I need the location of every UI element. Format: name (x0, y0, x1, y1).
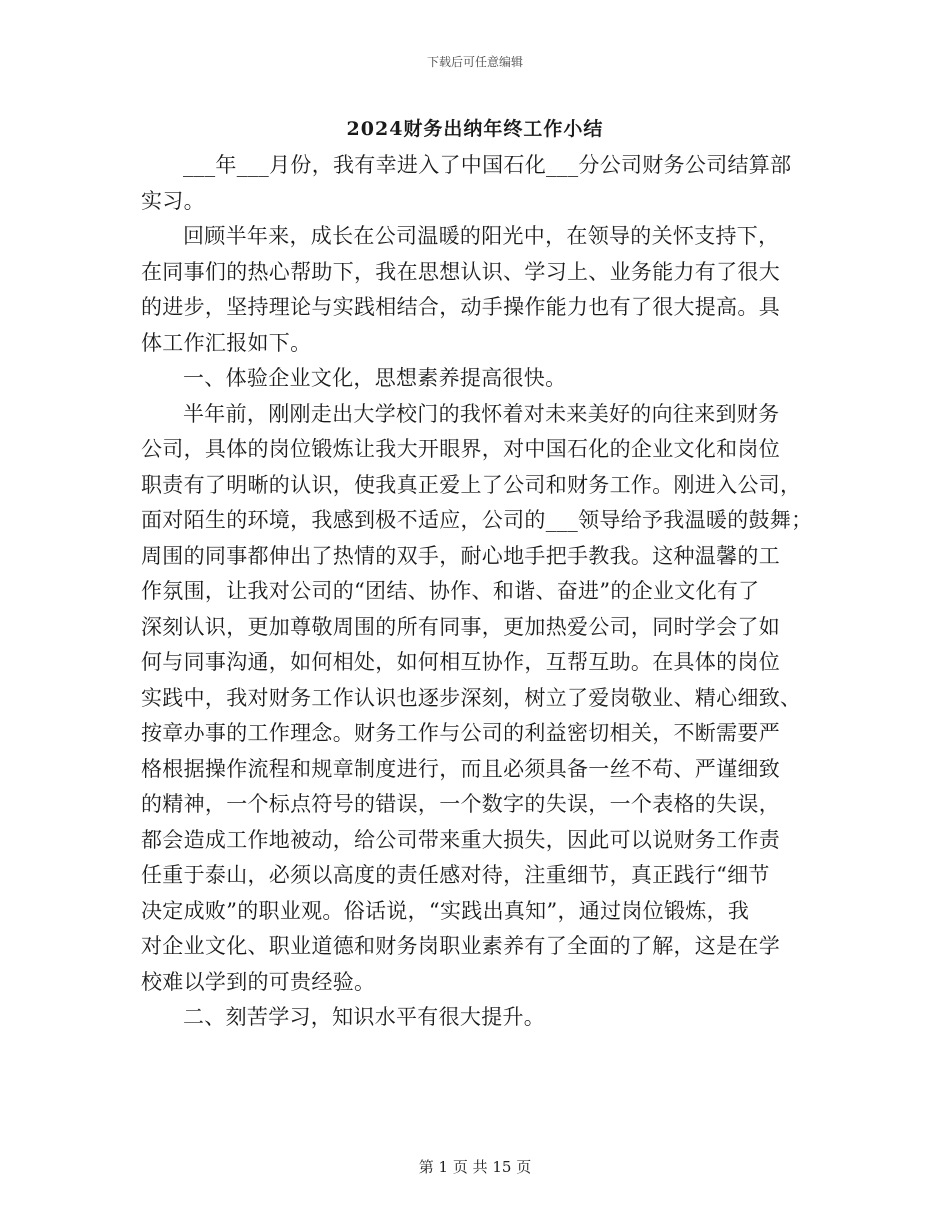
text-line: 一、体验企业文化，思想素养提高很快。 (183, 366, 567, 390)
text-line: 深刻认识，更加尊敬周围的所有同事，更加热爱公司，同时学会了如 (141, 614, 780, 639)
text-line: 实习。 (141, 188, 205, 213)
text-line: 的进步，坚持理论与实践相结合，动手操作能力也有了很大提高。具 (141, 295, 780, 319)
document-title: 2024财务出纳年终工作小结 (346, 118, 604, 140)
text-line: 半年前，刚刚走出大学校门的我怀着对未来美好的向往来到财务 (183, 401, 780, 426)
text-line: 决定成败”的职业观。俗话说，“实践出真知”，通过岗位锻炼，我 (141, 898, 750, 923)
text-line: 作氛围，让我对公司的“团结、协作、和谐、奋进”的企业文化有了 (141, 579, 760, 603)
text-line: 任重于泰山，必须以高度的责任感对待，注重细节，真正践行“细节 (141, 863, 770, 887)
text-line: 对企业文化、职业道德和财务岗职业素养有了全面的了解，这是在学 (141, 934, 780, 958)
text-line: 都会造成工作地被动，给公司带来重大损失，因此可以说财务工作责 (141, 827, 780, 852)
text-line: ___年___月份，我有幸进入了中国石化___分公司财务公司结算部 (183, 153, 792, 177)
text-line: 周围的同事都伸出了热情的双手，耐心地手把手教我。这种温馨的工 (141, 543, 780, 568)
document-body (141, 148, 816, 1036)
text-line: 回顾半年来，成长在公司温暖的阳光中，在领导的关怀支持下， (183, 224, 780, 248)
text-line: 体工作汇报如下。 (141, 330, 312, 355)
text-line: 按章办事的工作理念。财务工作与公司的利益密切相关，不断需要严 (141, 721, 780, 745)
text-line: 的精神，一个标点符号的错误，一个数字的失误，一个表格的失误， (141, 792, 780, 816)
text-line: 格根据操作流程和规章制度进行，而且必须具备一丝不苟、严谨细致 (141, 756, 780, 781)
text-line: 校难以学到的可贵经验。 (141, 969, 376, 994)
text-line: 在同事们的热心帮助下，我在思想认识、学习上、业务能力有了很大 (141, 259, 780, 284)
text-line: 何与同事沟通，如何相处，如何相互协作，互帮互助。在具体的岗位 (141, 650, 780, 674)
text-line: 二、刻苦学习，知识水平有很大提升。 (183, 1005, 546, 1029)
page-footer: 第 1 页 共 15 页 (418, 1158, 532, 1176)
text-line: 实践中，我对财务工作认识也逐步深刻，树立了爱岗敬业、精心细致、 (141, 685, 802, 710)
text-line: 面对陌生的环境，我感到极不适应，公司的___领导给予我温暖的鼓舞； (141, 508, 813, 532)
text-line: 公司，具体的岗位锻炼让我大开眼界，对中国石化的企业文化和岗位 (141, 437, 780, 461)
text-line: 职责有了明晰的认识，使我真正爱上了公司和财务工作。刚进入公司， (141, 472, 802, 497)
page-header: 下载后可任意编辑 (426, 55, 523, 69)
